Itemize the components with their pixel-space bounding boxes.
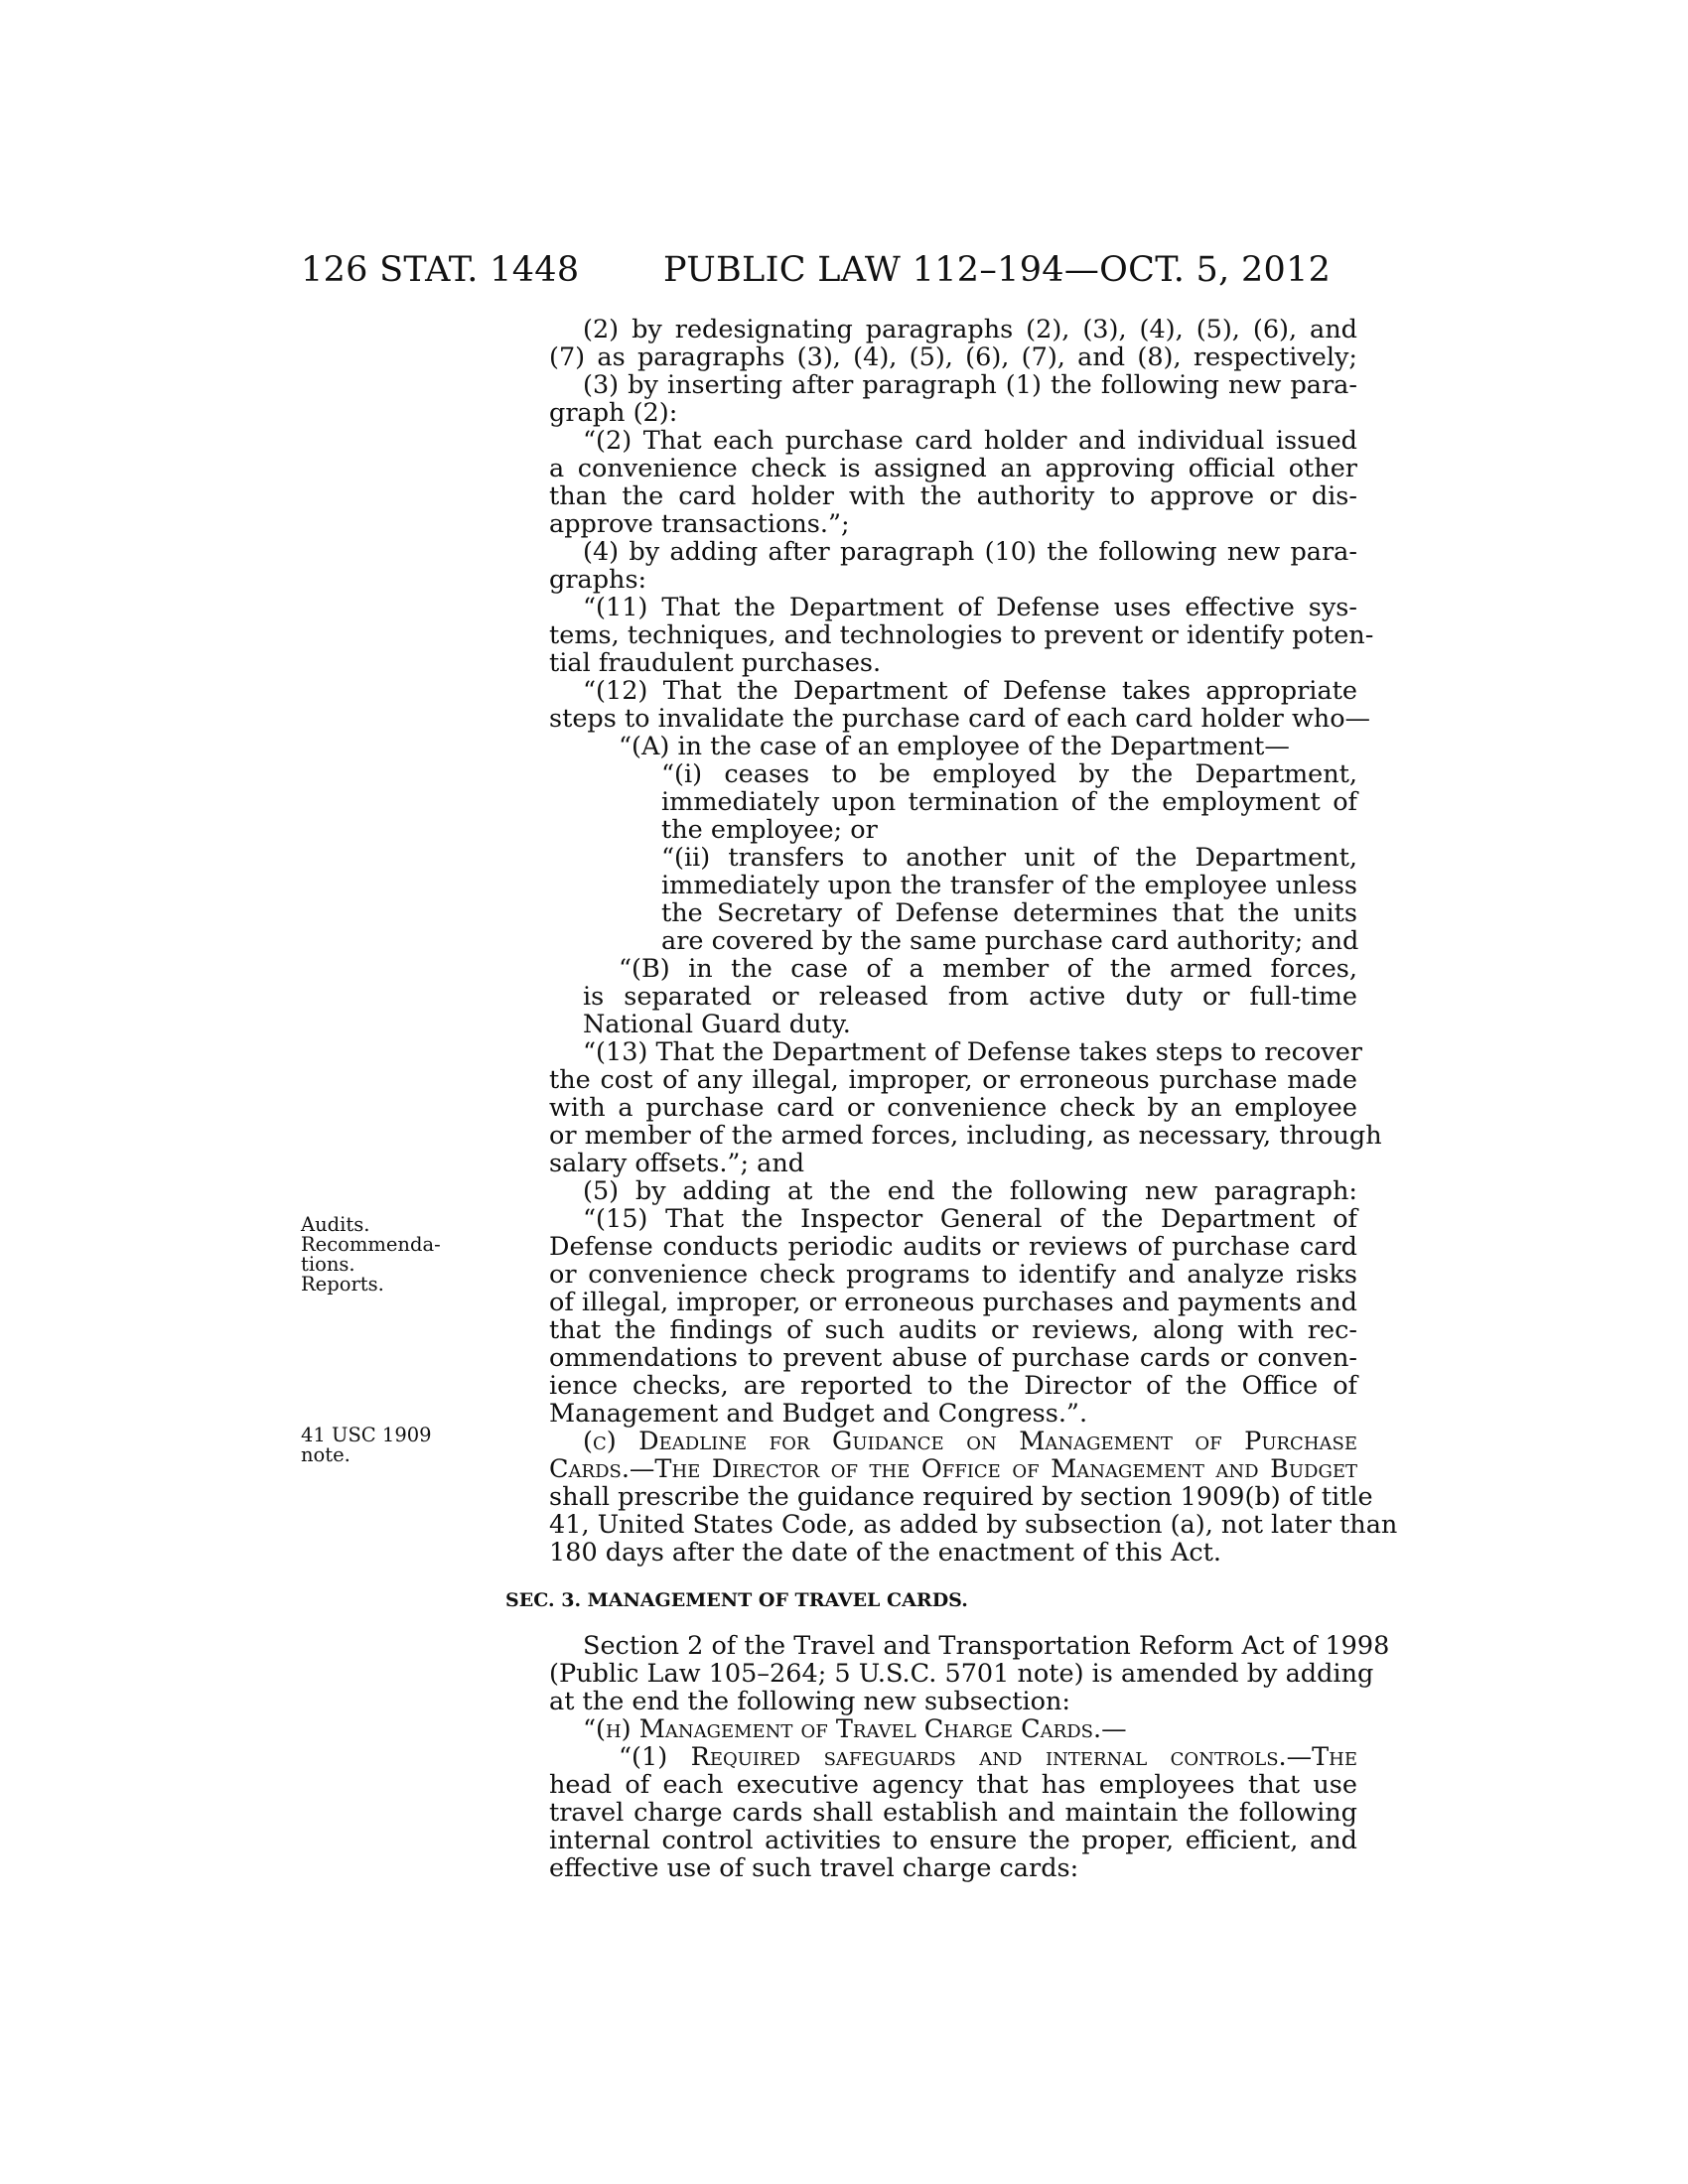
- text-line: or convenience check programs to identify and analyze risks: [549, 1260, 1357, 1290]
- text-line: (4) by adding after paragraph (10) the following new para-: [583, 537, 1357, 567]
- text-line: tems, techniques, and technologies to prevent or identify poten-: [549, 620, 1374, 650]
- text-line: (2) by redesignating paragraphs (2), (3), (4), (5), (6), and: [583, 315, 1357, 344]
- subsection-heading-tail: Cards.—The Director of the Office of Management and Budget: [549, 1454, 1357, 1484]
- margin-note-usc: [301, 1426, 432, 1465]
- text-line: effective use of such travel charge cards:: [549, 1853, 1079, 1883]
- text-line: [549, 1455, 1357, 1483]
- text-line: ommendations to prevent abuse of purchase cards or conven-: [549, 1343, 1357, 1373]
- margin-note-line: Recommenda-: [301, 1233, 441, 1256]
- page-stat-number: 126 STAT. 1448: [301, 250, 580, 290]
- text-line: 41, United States Code, as added by subsection (a), not later than: [549, 1510, 1398, 1540]
- text-line: graphs:: [549, 565, 647, 595]
- text-line: “(i) ceases to be employed by the Department,: [661, 759, 1357, 789]
- text-line: shall prescribe the guidance required by section 1909(b) of title: [549, 1482, 1373, 1512]
- text-line: “(ii) transfers to another unit of the Department,: [661, 843, 1357, 873]
- text-line: steps to invalidate the purchase card of each card holder who—: [549, 704, 1371, 734]
- text-line: is separated or released from active duty or full-time: [583, 982, 1357, 1012]
- text-line: (3) by inserting after paragraph (1) the following new para-: [583, 370, 1357, 400]
- text-line: (Public Law 105–264; 5 U.S.C. 5701 note) is amended by adding: [549, 1659, 1374, 1689]
- text-line: are covered by the same purchase card authority; and: [661, 926, 1359, 956]
- text-line: immediately upon the transfer of the employee unless: [661, 871, 1357, 900]
- text-line: Defense conducts periodic audits or reviews of purchase card: [549, 1232, 1357, 1262]
- text-line: “(12) That the Department of Defense takes appropriate: [583, 676, 1357, 706]
- subsection-heading-line: (c) Deadline for Guidance on Management of Purchase: [583, 1427, 1357, 1456]
- margin-note-line: Reports.: [301, 1273, 384, 1296]
- subsection-heading: “(h) Management of Travel Charge Cards.—: [583, 1714, 1127, 1744]
- paragraph-heading-line: “(1) Required safeguards and internal controls.—The: [619, 1742, 1357, 1772]
- text-line: of illegal, improper, or erroneous purchases and payments and: [549, 1288, 1357, 1317]
- margin-note-line: note.: [301, 1443, 351, 1466]
- text-line: a convenience check is assigned an approving official other: [549, 454, 1357, 483]
- text-line: or member of the armed forces, including, as necessary, through: [549, 1121, 1382, 1151]
- text-line: Management and Budget and Congress.”.: [549, 1399, 1088, 1429]
- text-line: “(13) That the Department of Defense takes steps to recover: [583, 1037, 1362, 1067]
- text-line: internal control activities to ensure the proper, efficient, and: [549, 1826, 1357, 1855]
- text-line: (7) as paragraphs (3), (4), (5), (6), (7), and (8), respectively;: [549, 342, 1357, 372]
- text-line: the cost of any illegal, improper, or erroneous purchase made: [549, 1065, 1357, 1095]
- section-heading: SEC. 3. MANAGEMENT OF TRAVEL CARDS.: [505, 1589, 968, 1611]
- text-line: 180 days after the date of the enactment of this Act.: [549, 1538, 1222, 1568]
- text-line: (5) by adding at the end the following new paragraph:: [583, 1176, 1357, 1206]
- text-line: that the findings of such audits or reviews, along with rec-: [549, 1315, 1357, 1345]
- text-line: head of each executive agency that has employees that use: [549, 1770, 1357, 1800]
- text-line: the employee; or: [661, 815, 878, 845]
- text-line: graph (2):: [549, 398, 678, 428]
- text-line: than the card holder with the authority to approve or dis-: [549, 481, 1357, 511]
- text-line: immediately upon termination of the employment of: [661, 787, 1357, 817]
- text-line: the Secretary of Defense determines that the units: [661, 898, 1357, 928]
- text-line: “(15) That the Inspector General of the Department of: [583, 1204, 1357, 1234]
- spacer: [549, 1567, 1357, 1586]
- text-line: ience checks, are reported to the Director of the Office of: [549, 1371, 1357, 1401]
- spacer: [549, 1614, 1357, 1632]
- text-line: “(A) in the case of an employee of the Department—: [619, 732, 1290, 761]
- text-line: National Guard duty.: [583, 1010, 851, 1039]
- margin-note-line: tions.: [301, 1253, 355, 1276]
- text-line: salary offsets.”; and: [549, 1149, 805, 1178]
- text-line: travel charge cards shall establish and maintain the following: [549, 1798, 1357, 1828]
- text-line: “(B) in the case of a member of the armed forces,: [619, 954, 1357, 984]
- text-line: “(2) That each purchase card holder and individual issued: [583, 426, 1357, 456]
- text-line: with a purchase card or convenience check by an employee: [549, 1093, 1357, 1123]
- text-line: tial fraudulent purchases.: [549, 648, 882, 678]
- body-text: [505, 315, 1398, 1883]
- margin-note-audits: [301, 1215, 441, 1295]
- text-line: Section 2 of the Travel and Transportation Reform Act of 1998: [583, 1631, 1390, 1661]
- text-line: at the end the following new subsection:: [549, 1687, 1071, 1716]
- text-line: “(11) That the Department of Defense uses effective sys-: [583, 593, 1357, 622]
- running-header: PUBLIC LAW 112–194—OCT. 5, 2012: [663, 250, 1332, 290]
- margin-note-line: 41 USC 1909: [301, 1424, 432, 1446]
- text-line: approve transactions.”;: [549, 509, 850, 539]
- margin-note-line: Audits.: [301, 1213, 370, 1236]
